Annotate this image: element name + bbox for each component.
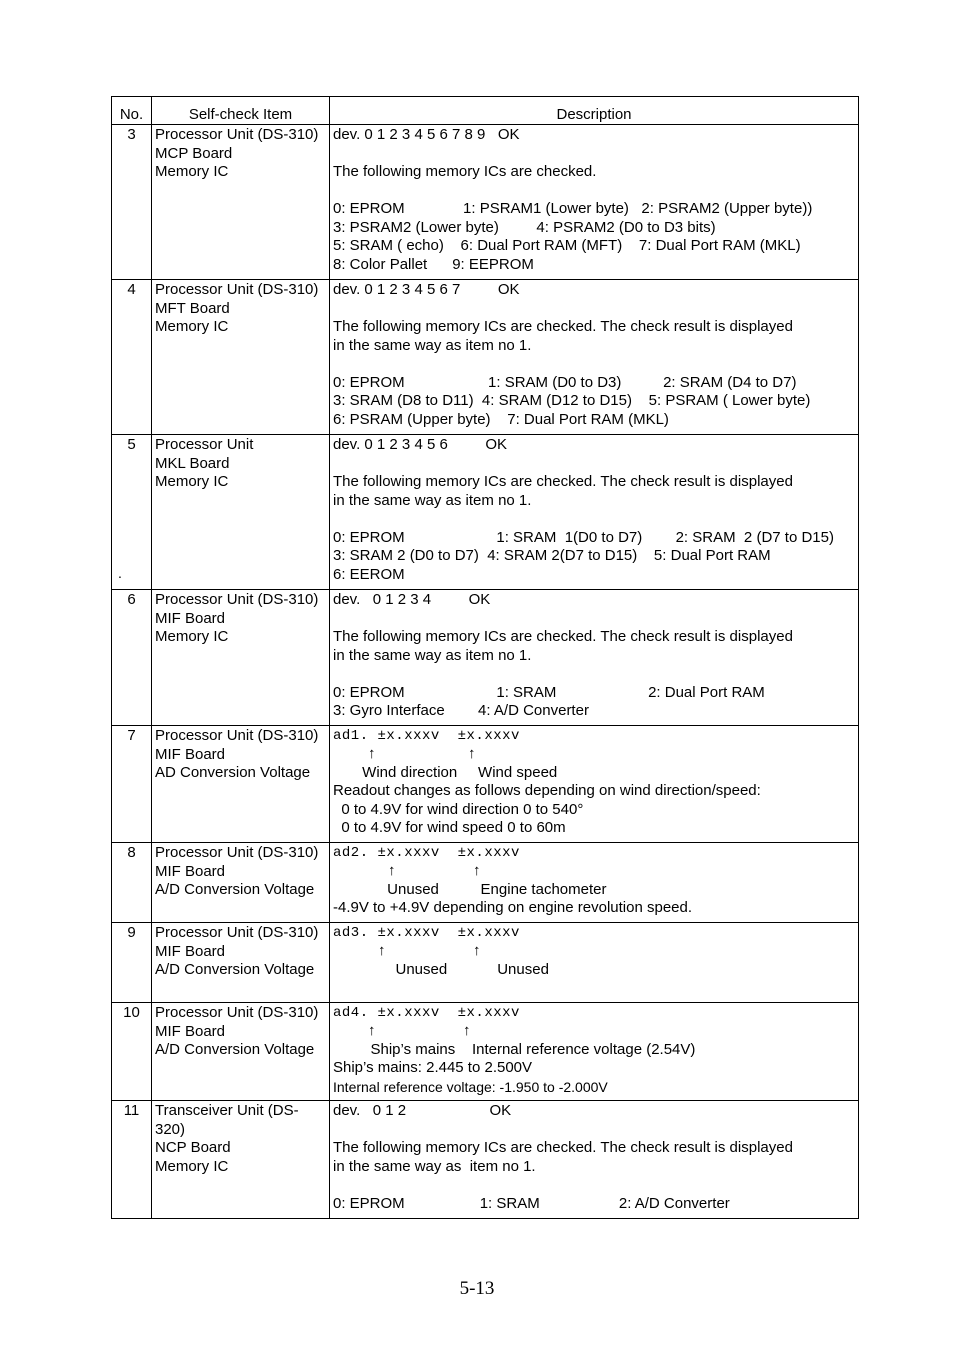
item-line: MIF Board (155, 942, 226, 960)
up-arrow-icon: ↑ (388, 861, 396, 879)
readout-format: ad3. ±x.xxxv ±x.xxxv (333, 925, 520, 941)
description-line: 8: Color Pallet 9: EEPROM (333, 255, 534, 273)
description-line: 0: EPROM 1: SRAM 2: Dual Port RAM (333, 683, 765, 701)
up-arrow-icon: ↑ (468, 744, 476, 762)
description-line: dev. 0 1 2 3 4 OK (333, 591, 491, 608)
row-number: 7 (112, 726, 152, 843)
description-line: 3: Gyro Interface 4: A/D Converter (333, 702, 589, 719)
item-line: Processor Unit (DS-310) (155, 126, 319, 143)
description-line: The following memory ICs are checked. The check result is displayed (333, 318, 793, 335)
readout-format: ad2. ±x.xxxv ±x.xxxv (333, 845, 520, 861)
readout-labels: Unused Engine tachometer (333, 880, 607, 898)
description (330, 1101, 859, 1219)
item-line: AD Conversion Voltage (155, 764, 311, 781)
description-line: The following memory ICs are checked. The check result is displayed (333, 473, 793, 490)
row-number: 3 (112, 125, 152, 280)
description-line: 0: EPROM 1: SRAM (D0 to D3) 2: SRAM (D4 to D7) (333, 373, 797, 391)
item-line: A/D Conversion Voltage (155, 1041, 315, 1058)
readout-format: ad4. ±x.xxxv ±x.xxxv (333, 1005, 520, 1021)
self-check-item (152, 435, 330, 590)
description (330, 125, 859, 280)
item-line: 320) (155, 1120, 186, 1138)
description-line: 5: SRAM ( echo) 6: Dual Port RAM (MFT) 7: Dual Port RAM (MKL) (333, 237, 801, 254)
item-line: MFT Board (155, 299, 230, 317)
table-row (112, 1003, 859, 1101)
table-row (112, 590, 859, 726)
description-line: The following memory ICs are checked. The check result is displayed (333, 1139, 793, 1156)
self-check-item (152, 726, 330, 843)
description-line: in the same way as item no 1. (333, 1157, 536, 1175)
item-line: Processor Unit (DS-310) (155, 844, 319, 861)
description-line: dev. 0 1 2 3 4 5 6 OK (333, 436, 507, 453)
item-line: Processor Unit (DS-310) (155, 281, 319, 298)
description-line: 0: EPROM 1: SRAM 2: A/D Converter (333, 1194, 730, 1212)
table-row (112, 435, 859, 590)
row-number: 4 (112, 280, 152, 435)
description-line: 3: SRAM 2 (D0 to D7) 4: SRAM 2(D7 to D15) 5: Dual Port RAM (333, 547, 771, 564)
stray-mark: . (118, 565, 122, 581)
description (330, 843, 859, 923)
row-number: 8 (112, 843, 152, 923)
table-row (112, 125, 859, 280)
item-line: MCP Board (155, 144, 233, 162)
header-description: Description (330, 97, 859, 125)
description-line: The following memory ICs are checked. (333, 163, 597, 180)
item-line: Processor Unit (DS-310) (155, 591, 319, 608)
blank-line (333, 145, 855, 164)
description-line: dev. 0 1 2 3 4 5 6 7 OK (333, 281, 520, 298)
readout-arrows (333, 943, 855, 961)
item-line: Memory IC (155, 318, 229, 335)
table-row (112, 923, 859, 1003)
description (330, 1003, 859, 1101)
blank-line (333, 610, 855, 629)
item-line: Memory IC (155, 473, 229, 490)
table-row (112, 280, 859, 435)
blank-line (333, 1121, 855, 1140)
description-line: in the same way as item no 1. (333, 646, 532, 664)
description-line: 0 to 4.9V for wind direction 0 to 540° (333, 800, 584, 818)
description-line: -4.9V to +4.9V depending on engine revolution speed. (333, 899, 693, 916)
table-body (112, 125, 859, 1219)
table-row (112, 1101, 859, 1219)
self-check-item (152, 125, 330, 280)
item-line: Memory IC (155, 628, 229, 645)
description-line: 3: PSRAM2 (Lower byte) 4: PSRAM2 (D0 to D3 bits) (333, 218, 716, 236)
item-line: MIF Board (155, 862, 226, 880)
readout-format: ad1. ±x.xxxv ±x.xxxv (333, 728, 520, 744)
item-line: A/D Conversion Voltage (155, 961, 315, 978)
row-number: 9 (112, 923, 152, 1003)
up-arrow-icon: ↑ (473, 941, 481, 959)
item-line: Transceiver Unit (DS- (155, 1102, 299, 1119)
item-line: Processor Unit (DS-310) (155, 727, 319, 744)
blank-line (333, 300, 855, 319)
description-line: The following memory ICs are checked. The check result is displayed (333, 628, 793, 645)
readout-labels: Unused Unused (333, 960, 549, 978)
row-number: 11 (112, 1101, 152, 1219)
description (330, 726, 859, 843)
description (330, 923, 859, 1003)
blank-line (333, 1176, 855, 1195)
item-line: Processor Unit (DS-310) (155, 924, 319, 941)
self-check-item (152, 1101, 330, 1219)
self-check-item (152, 843, 330, 923)
up-arrow-icon: ↑ (463, 1021, 471, 1039)
description-line: 6: EEROM (333, 565, 405, 583)
table-header-row (112, 97, 859, 125)
item-line: NCP Board (155, 1139, 231, 1156)
readout-arrows (333, 1023, 855, 1041)
row-number: 6 (112, 590, 152, 726)
readout-labels: Ship’s mains Internal reference voltage (2.54V) (333, 1040, 696, 1058)
description-line: in the same way as item no 1. (333, 336, 532, 354)
description-line: 3: SRAM (D8 to D11) 4: SRAM (D12 to D15) 5: PSRAM ( Lower byte) (333, 392, 811, 409)
readout-labels: Wind direction Wind speed (333, 763, 558, 781)
readout-arrows (333, 746, 855, 764)
item-line: A/D Conversion Voltage (155, 881, 315, 898)
page-number: 5-13 (459, 1278, 495, 1299)
description-line: Readout changes as follows depending on wind direction/speed: (333, 782, 761, 799)
description-line: Ship’s mains: 2.445 to 2.500V (333, 1059, 533, 1076)
self-check-item (152, 280, 330, 435)
readout-arrows (333, 863, 855, 881)
self-check-item (152, 590, 330, 726)
blank-line (333, 510, 855, 529)
description-line: 0: EPROM 1: PSRAM1 (Lower byte) 2: PSRAM2 (Upper byte)) (333, 200, 813, 217)
blank-line (333, 182, 855, 201)
description-line: Internal reference voltage: -1.950 to -2.000V (333, 1078, 608, 1095)
item-line: MIF Board (155, 1022, 226, 1040)
item-line: Memory IC (155, 1157, 229, 1175)
header-no: No. (112, 97, 152, 125)
blank-line (333, 665, 855, 684)
up-arrow-icon: ↑ (368, 1021, 376, 1039)
item-line: Processor Unit (155, 436, 254, 453)
description-line: dev. 0 1 2 OK (333, 1102, 512, 1119)
row-number: 10 (112, 1003, 152, 1101)
blank-line (333, 355, 855, 374)
description-line: 0: EPROM 1: SRAM 1(D0 to D7) 2: SRAM 2 (D7 to D15) (333, 528, 834, 546)
description-line: in the same way as item no 1. (333, 491, 532, 509)
up-arrow-icon: ↑ (378, 941, 386, 959)
row-number: 5 (112, 435, 152, 590)
self-check-item (152, 923, 330, 1003)
table-row (112, 726, 859, 843)
description (330, 590, 859, 726)
description (330, 280, 859, 435)
item-line: MIF Board (155, 609, 226, 627)
item-line: Processor Unit (DS-310) (155, 1004, 319, 1021)
item-line: MKL Board (155, 454, 230, 472)
up-arrow-icon: ↑ (473, 861, 481, 879)
description (330, 435, 859, 590)
table-row (112, 843, 859, 923)
self-check-table (111, 96, 859, 1219)
description-line: 6: PSRAM (Upper byte) 7: Dual Port RAM (MKL) (333, 410, 669, 428)
description-line: dev. 0 1 2 3 4 5 6 7 8 9 OK (333, 126, 520, 143)
description-line: 0 to 4.9V for wind speed 0 to 60m (333, 819, 566, 836)
header-self-check-item: Self-check Item (152, 97, 330, 125)
item-line: Memory IC (155, 163, 229, 180)
blank-line (333, 455, 855, 474)
self-check-item (152, 1003, 330, 1101)
item-line: MIF Board (155, 745, 226, 763)
up-arrow-icon: ↑ (368, 744, 376, 762)
